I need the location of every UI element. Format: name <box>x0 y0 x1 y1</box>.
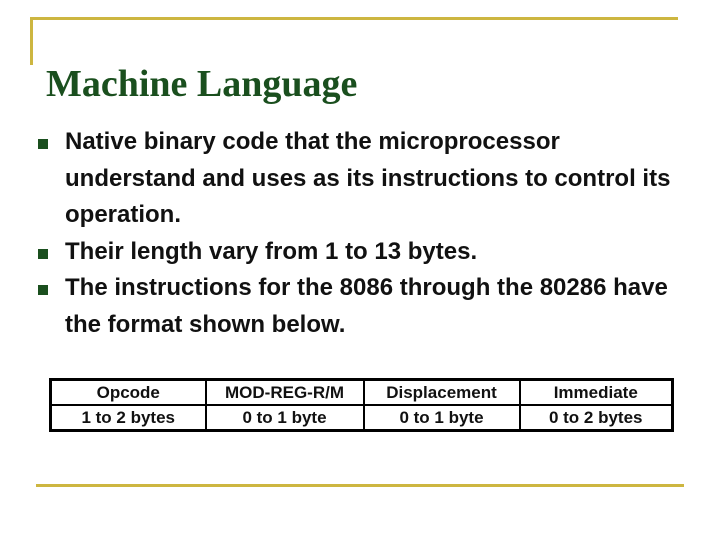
field-size-cell: 0 to 1 byte <box>364 405 520 431</box>
bullet-text: Native binary code that the microprocessor understand and uses as its instructions to control its operation. <box>65 128 671 228</box>
bullet-item <box>38 234 678 271</box>
bullet-list <box>38 124 678 343</box>
frame-left-rule <box>30 17 33 65</box>
slide-title: Machine Language <box>46 63 358 105</box>
square-bullet-icon <box>38 285 48 295</box>
bullet-item <box>38 124 678 234</box>
table-row <box>51 405 673 431</box>
frame-top-rule <box>30 17 678 20</box>
field-size-cell: 0 to 2 bytes <box>520 405 673 431</box>
square-bullet-icon <box>38 249 48 259</box>
table-row <box>51 380 673 406</box>
instruction-format-table <box>49 378 674 432</box>
field-name-cell: MOD-REG-R/M <box>206 380 364 406</box>
bullet-text: The instructions for the 8086 through the 80286 have the format shown below. <box>65 274 668 338</box>
bullet-item <box>38 270 678 343</box>
field-size-cell: 1 to 2 bytes <box>51 405 206 431</box>
bullet-text: Their length vary from 1 to 13 bytes. <box>65 237 478 265</box>
field-name-cell: Immediate <box>520 380 673 406</box>
field-name-cell: Displacement <box>364 380 520 406</box>
frame-bottom-rule <box>36 484 684 487</box>
field-size-cell: 0 to 1 byte <box>206 405 364 431</box>
field-name-cell: Opcode <box>51 380 206 406</box>
square-bullet-icon <box>38 139 48 149</box>
